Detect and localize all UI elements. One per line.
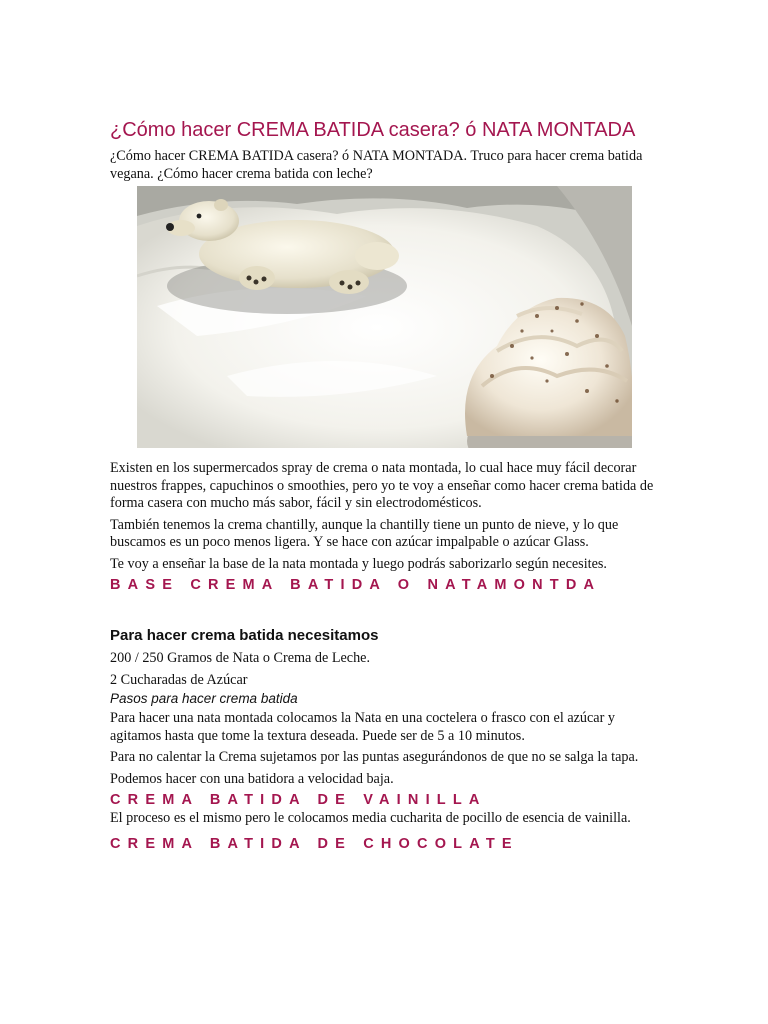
hero-image [137,186,632,448]
subheading-ingredients: Para hacer crema batida necesitamos [110,627,379,644]
step-shake: Para hacer una nata montada colocamos la Nata en una coctelera o frasco con el azúcar y agitamos hasta que tome la textura deseada. Puede ser de 5 a 10 minutos. [110,710,615,744]
paragraph-chantilly: También tenemos la crema chantilly, aunque la chantilly tiene un punto de nieve, y lo que buscamos es un poco menos ligera. Y se hace con azúcar impalpable o azúcar Glass. [110,516,619,550]
vanilla-text: El proceso es el mismo pero le colocamos media cucharita de pocillo de esencia de vainilla. [110,810,631,826]
step-mixer: Podemos hacer con una batidora a velocidad baja. [110,770,394,787]
heading-vanilla: CREMA BATIDA DE VAINILLA [110,792,487,808]
paragraph-supermarket: Existen en los supermercados spray de crema o nata montada, lo cual hace muy fácil decorar nuestros frappes, capuchinos o smoothies, pero yo te voy a enseñar como hacer crema batida de forma casera con mucho más sabor, fácil y sin electrodomésticos. [110,460,654,511]
whipped-cream-polar-bear-illustration [137,186,632,448]
page-title: ¿Cómo hacer CREMA BATIDA casera? ó NATA MONTADA [110,119,636,141]
heading-chocolate: CREMA BATIDA DE CHOCOLATE [110,835,519,852]
intro-text: ¿Cómo hacer CREMA BATIDA casera? ó NATA MONTADA. Truco para hacer crema batida vegana. ¿Cómo hacer crema batida con leche? [110,148,643,182]
step-hold: Para no calentar la Crema sujetamos por las puntas asegurándonos de que no se salga la tapa. [110,749,639,765]
paragraph-base: Te voy a enseñar la base de la nata montada y luego podrás saborizarlo según necesites. [110,555,607,572]
ingredient-cream: 200 / 250 Gramos de Nata o Crema de Leche. [110,650,371,666]
heading-base: BASE CREMA BATIDA O NATAMONTDA [110,577,602,593]
ingredient-sugar: 2 Cucharadas de Azúcar [110,671,248,688]
article [110,118,662,854]
steps-label: Pasos para hacer crema batida [110,691,298,706]
